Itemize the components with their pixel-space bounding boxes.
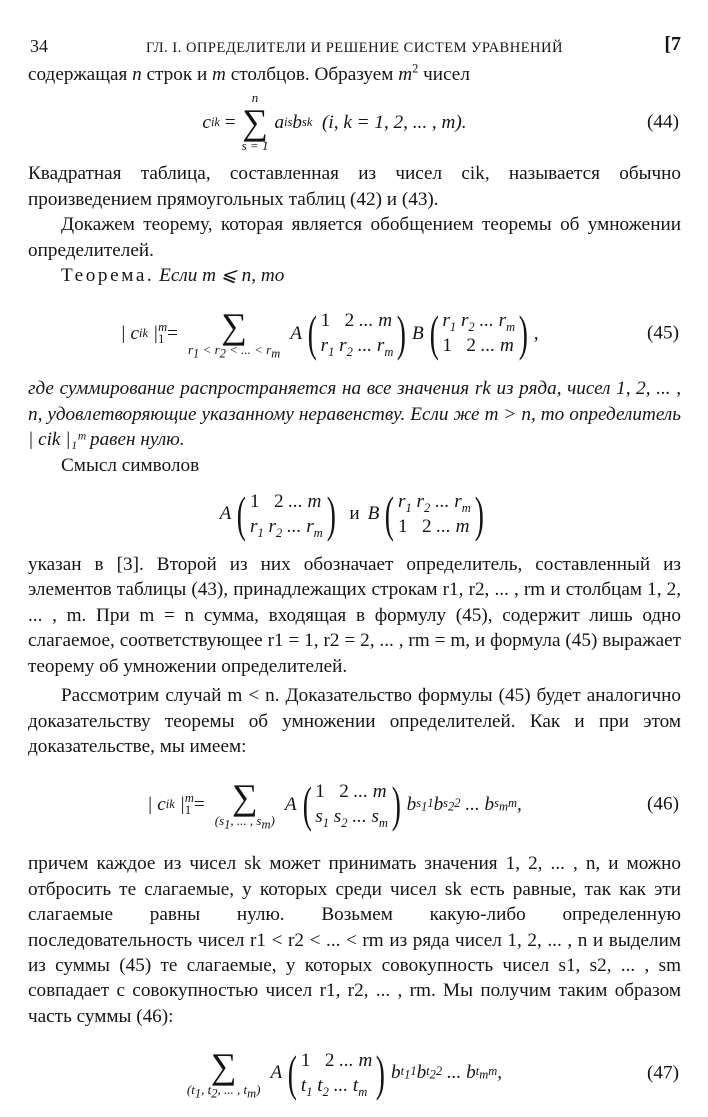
- paragraph-2: Квадратная таблица, составленная из чисел cik, называется обычно произведением прямоугольных таблиц (42) и (43).: [28, 163, 681, 210]
- running-head: ГЛ. I. ОПРЕДЕЛИТЕЛИ И РЕШЕНИЕ СИСТЕМ УРАВНЕНИЙ: [146, 40, 563, 56]
- equation-number-47: (47): [647, 1062, 679, 1084]
- theorem-intro: Если m ⩽ n, то: [159, 265, 285, 287]
- paragraph-8: Рассмотрим случай m < n. Доказательство формулы (45) будет аналогично доказательству теоремы об умножении определителей. Как и при этом доказательстве, мы имеем:: [28, 685, 681, 757]
- and-word: и: [349, 503, 360, 525]
- equation-number-45: (45): [647, 322, 679, 344]
- equation-number-46: (46): [647, 793, 679, 815]
- eq44-range: (i, k = 1, 2, ... , m).: [322, 111, 467, 133]
- equation-47: ∑ ($t_1$, $t_2$, ... , $t_m$) A ( 1 2 ... m $t_1$ $t_2$ ... $t_m$ ) b $t_11$ b $t_22$ ... b $t_mm$ , (47): [186, 1045, 679, 1102]
- paragraph-6: Смысл символов: [61, 454, 200, 476]
- section-marker: [7: [664, 33, 681, 55]
- symbols-display: A ( 1 2 ... m $r_1$ $r_2$ ... $r_m$ ) и B ( $r_1$ $r_2$ ... $r_m$ 1 2 ... m ): [219, 486, 484, 543]
- equation-number-44: (44): [647, 111, 679, 133]
- equation-45: | c ik | m 1 = ∑ $r_1 < r_2$ < ... < $r_m$ A ( 1 2 ... m $r_1$ $r_2$ ... $r_m$ ) B ( $r_1$ $r_2$ ... $r_m$ 1 2 ... m ) , (45): [120, 305, 679, 362]
- paragraph-5: где суммирование распространяется на все значения rk из ряда, чисел 1, 2, ... , n, удовлетворяющие указанному неравенству. Если же m > n, то определитель | cik |₁ᵐ равен нулю.: [28, 378, 681, 451]
- equation-44: c ik = n ∑ s = 1 a is b sk (i, k = 1, 2, ... , m). (44): [202, 90, 679, 154]
- paragraph-9: причем каждое из чисел sk может принимать значения 1, 2, ... , n, и можно отбросить те слагаемые, у которых среди чисел sk есть равные, так как эти слагаемые равны нулю. Возьмем какую-либо определенную последовательность чисел r1 < r2 < ... < rm из ряда чисел 1, 2, ... , n и выделим из суммы (45) те слагаемые, у которых совокупность чисел s1, s2, ... , sm совпадает с совокупностью чисел r1, r2, ... , rm. Мы получим таким образом часть суммы (46):: [28, 853, 681, 1027]
- paragraph-7: указан в [3]. Второй из них обозначает определитель, составленный из элементов таблицы (43), принадлежащих строкам r1, r2, ... , rm и столбцам 1, 2, ... , m. При m = n сумма, входящая в формулу (45), содержит лишь одно слагаемое, соответствующее r1 = 1, r2 = 2, ... , rm = m, и формула (45) выражает теорему об умножении определителей.: [28, 554, 681, 677]
- page-header: [28, 28, 681, 56]
- theorem-label: Теорема.: [61, 265, 155, 287]
- paragraph-3: Докажем теорему, которая является обобщением теоремы об умножении определителей.: [28, 214, 681, 261]
- page-number: 34: [30, 36, 48, 56]
- equation-46: | c ik | m 1 = ∑ ($s_1$, ... , $s_m$) A ( 1 2 ... m $s_1$ $s_2$ ... $s_m$ ) b $s_11$ b $s_22$ ... b $s_mm$ , (46): [147, 776, 679, 833]
- paragraph-1: содержащая n строк и m столбцов. Образуем $m^2$ чисел: [28, 61, 470, 85]
- paragraph-4: [28, 263, 681, 288]
